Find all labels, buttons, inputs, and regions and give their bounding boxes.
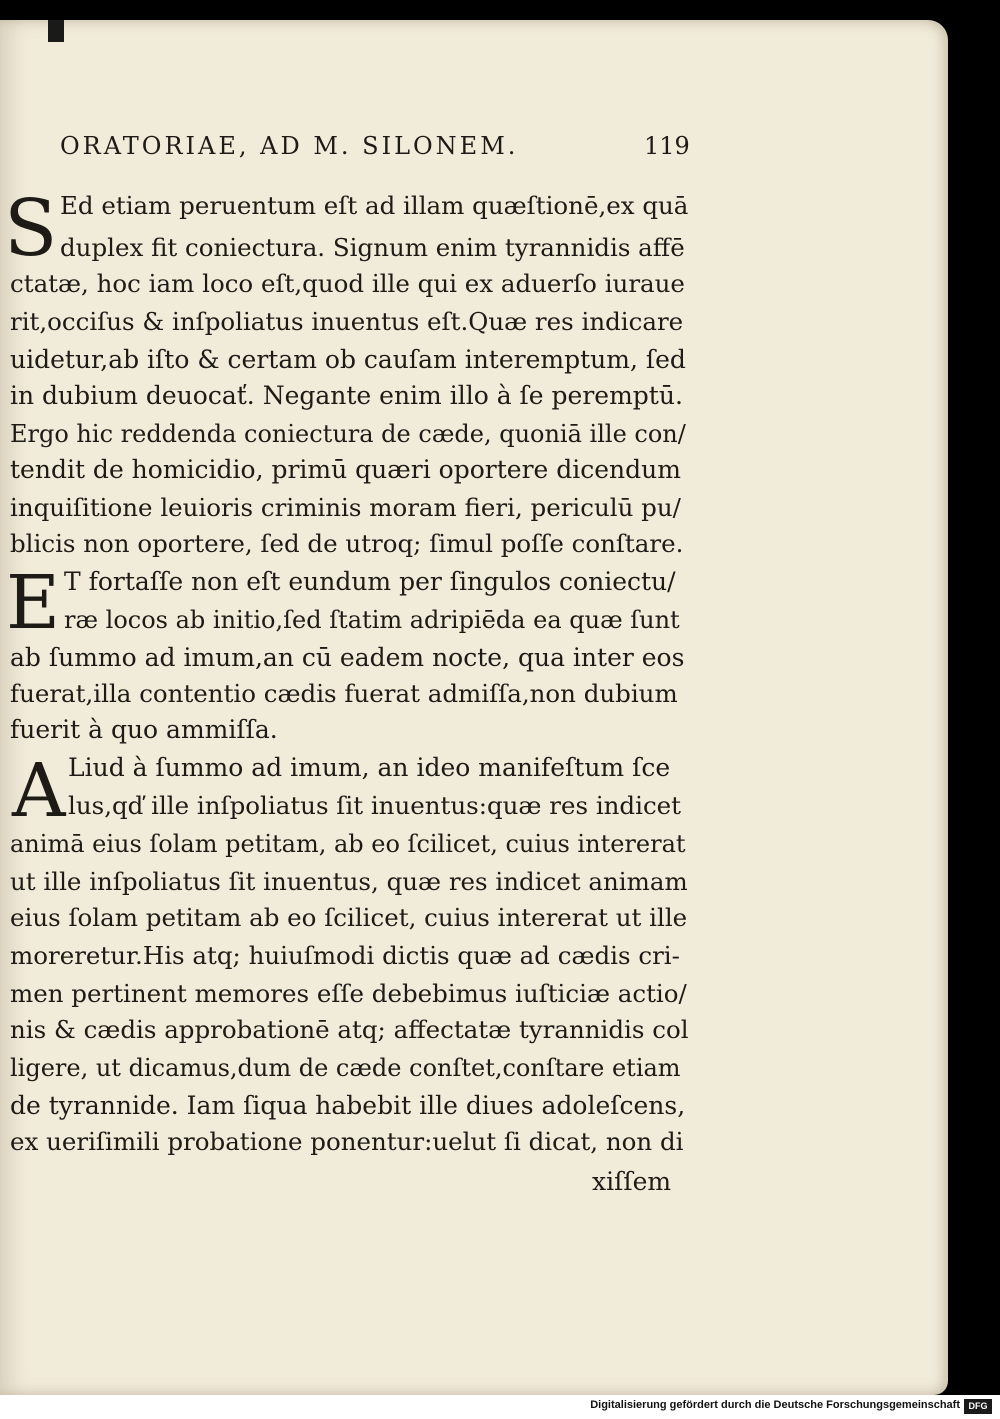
text-line: blicis non oportere, ſed de utroq; ſimul poſſe conſtare. — [10, 529, 684, 558]
text-line: inquiſitione leuioris criminis moram fieri, periculū pu/ — [10, 493, 681, 522]
text-line: in dubium deuocať. Negante enim illo à ſe peremptū. — [10, 381, 683, 410]
text-line: moreretur.His atq; huiuſmodi dictis quæ ad cædis cri- — [10, 941, 680, 970]
text-line: ligere, ut dicamus,dum de cæde conſtet,conſtare etiam — [10, 1054, 681, 1082]
text-line: tendit de homicidio, primū quæri oportere dicendum — [10, 455, 681, 484]
text-line: Ergo hic reddenda coniectura de cæde, quoniā ille con/ — [10, 420, 686, 448]
text-line: T fortaſſe non eſt eundum per ſingulos coniectu/ — [64, 567, 676, 596]
page-text — [0, 20, 948, 1395]
page-number: 119 — [644, 132, 690, 160]
text-line: Liud à ſummo ad imum, an ideo manifeſtum ſce — [68, 753, 671, 782]
text-line: ut ille inſpoliatus ſit inuentus, quæ res indicet animam — [10, 867, 688, 896]
text-line: ab ſummo ad imum,an cū eadem nocte, qua inter eos — [10, 643, 685, 672]
text-line: men pertinent memores eſſe debebimus iuſticiæ actio/ — [10, 979, 687, 1008]
text-line: uidetur,ab iſto & certam ob cauſam interemptum, ſed — [10, 345, 686, 374]
text-line: animā eius ſolam petitam, ab eo ſcilicet, cuius intererat — [10, 830, 686, 858]
book-page — [0, 20, 948, 1395]
text-line: ræ locos ab initio,ſed ſtatim adripiēda ea quæ ſunt — [64, 606, 680, 634]
catchword: xiſſem — [592, 1167, 672, 1196]
text-line: ctatæ, hoc iam loco eſt,quod ille qui ex aduerſo iuraue — [10, 269, 685, 298]
text-line: eius ſolam petitam ab eo ſcilicet, cuius intererat ut ille — [10, 903, 688, 932]
digitization-footer — [0, 1395, 1000, 1419]
drop-capital: E — [6, 560, 61, 646]
funding-credit: Digitalisierung gefördert durch die Deutsche Forschungsgemeinschaft — [590, 1399, 960, 1411]
text-line: de tyrannide. Iam ſiqua habebit ille diues adoleſcens, — [10, 1091, 686, 1120]
running-head: ORATORIAE, AD M. SILONEM. — [60, 132, 519, 160]
text-line: nis & cædis approbationē atq; affectatæ tyrannidis col — [10, 1015, 689, 1044]
text-line: Ed etiam peruentum eſt ad illam quæſtionē,ex quā — [60, 191, 689, 220]
dfg-logo: DFG — [964, 1399, 992, 1414]
text-line: rit,occiſus & inſpoliatus inuentus eſt.Quæ res indicare — [10, 307, 684, 336]
text-line: fuerat,illa contentio cædis fuerat admiſſa,non dubium — [10, 679, 678, 708]
text-line: ex ueriſimili probatione ponentur:uelut ſi dicat, non di — [10, 1127, 684, 1156]
text-line: duplex fit coniectura. Signum enim tyrannidis affē — [60, 233, 685, 262]
drop-capital: S — [4, 184, 58, 274]
text-line: lus,qď ille inſpoliatus ſit inuentus:quæ res indicet — [68, 791, 682, 820]
drop-capital: A — [12, 748, 66, 834]
text-line: fuerit à quo ammiſſa. — [10, 715, 278, 744]
